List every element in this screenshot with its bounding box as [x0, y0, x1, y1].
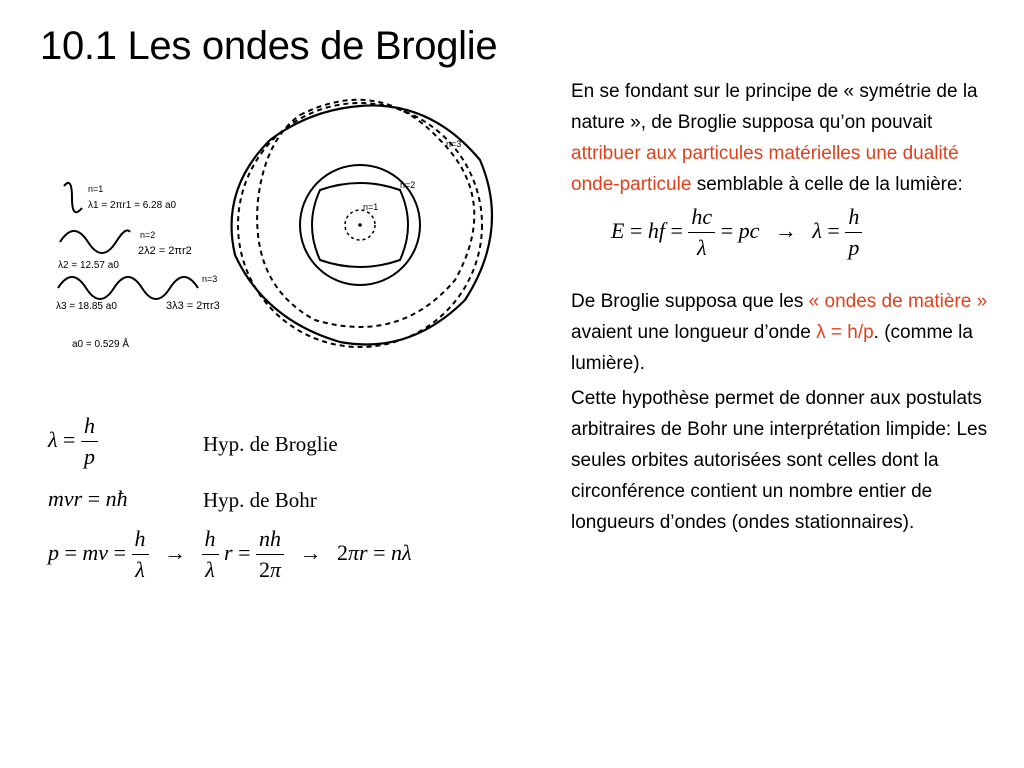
orbit-label-n3: n=3 — [446, 139, 462, 149]
hyp-debroglie-label: Hyp. de Broglie — [203, 432, 338, 456]
label-n1: n=1 — [88, 184, 104, 194]
wave-n3 — [58, 277, 198, 299]
wave-n2 — [60, 230, 130, 253]
paragraph-matter-waves — [571, 286, 1001, 379]
text-lambda-highlight: λ = h/p — [816, 322, 874, 343]
orbit-n3-dashed-wave — [257, 100, 474, 327]
text-matter-waves-highlight: « ondes de matière » — [808, 291, 988, 312]
orbit-label-n1: n=1 — [363, 202, 379, 212]
right-text-column — [571, 76, 1001, 538]
text-light: semblable à celle de la lumière: — [691, 174, 963, 195]
paragraph-bohr-interpretation: Cette hypothèse permet de donner aux postulats arbitraires de Bohr une interprétation limpide: Les seules orbites autorisées sont celles dont la circonférence contient un nombre entier de longueurs d’ondes (ondes stationnaires). — [571, 388, 988, 533]
equation-debroglie: λ = $\frac{h}{p}$ — [48, 415, 98, 468]
text-like-light: . (comme la lumière). — [571, 322, 973, 374]
text-supposed: De Broglie supposa que les — [571, 291, 809, 312]
label-n2: n=2 — [140, 230, 156, 240]
equation-derivation: p = mv = $\frac{h}{\lambda}$ → $\frac{h}{\lambda}$ r = $\frac{nh}{2\pi}$ → 2πr = nλ — [48, 526, 412, 582]
label-n3: n=3 — [202, 274, 218, 284]
equation-energy-momentum: E = hf = $\frac{hc}{\lambda}$ = pc → λ = $\frac{h}{p}$ — [571, 206, 1001, 278]
text-duality-highlight: attribuer aux particules matérielles une dualité onde-particule — [571, 143, 959, 195]
label-lambda1: λ1 = 2πr1 = 6.28 a0 — [88, 200, 177, 211]
label-lambda2: λ2 = 12.57 a0 — [58, 260, 119, 271]
label-lambda3: λ3 = 18.85 a0 — [56, 301, 117, 312]
orbit-label-n2: n=2 — [400, 180, 416, 190]
paragraph-principle — [571, 76, 1001, 200]
label-lambda2-rel: 2λ2 = 2πr2 — [138, 245, 192, 257]
label-lambda3-rel: 3λ3 = 2πr3 — [166, 300, 220, 312]
text-principle: En se fondant sur le principe de « symétrie de la nature », de Broglie supposa qu’on pouvait — [571, 81, 978, 133]
equation-bohr: mvr = nħ — [48, 486, 128, 511]
label-a0: a0 = 0.529 Å — [72, 339, 129, 350]
orbit-n1-inner — [358, 223, 362, 227]
wave-n1 — [64, 183, 82, 212]
text-wavelength: avaient une longueur d’onde — [571, 322, 817, 343]
orbits-figure — [210, 80, 510, 360]
hyp-bohr-label: Hyp. de Bohr — [203, 488, 317, 512]
page-title: 10.1 Les ondes de Broglie — [40, 24, 498, 68]
